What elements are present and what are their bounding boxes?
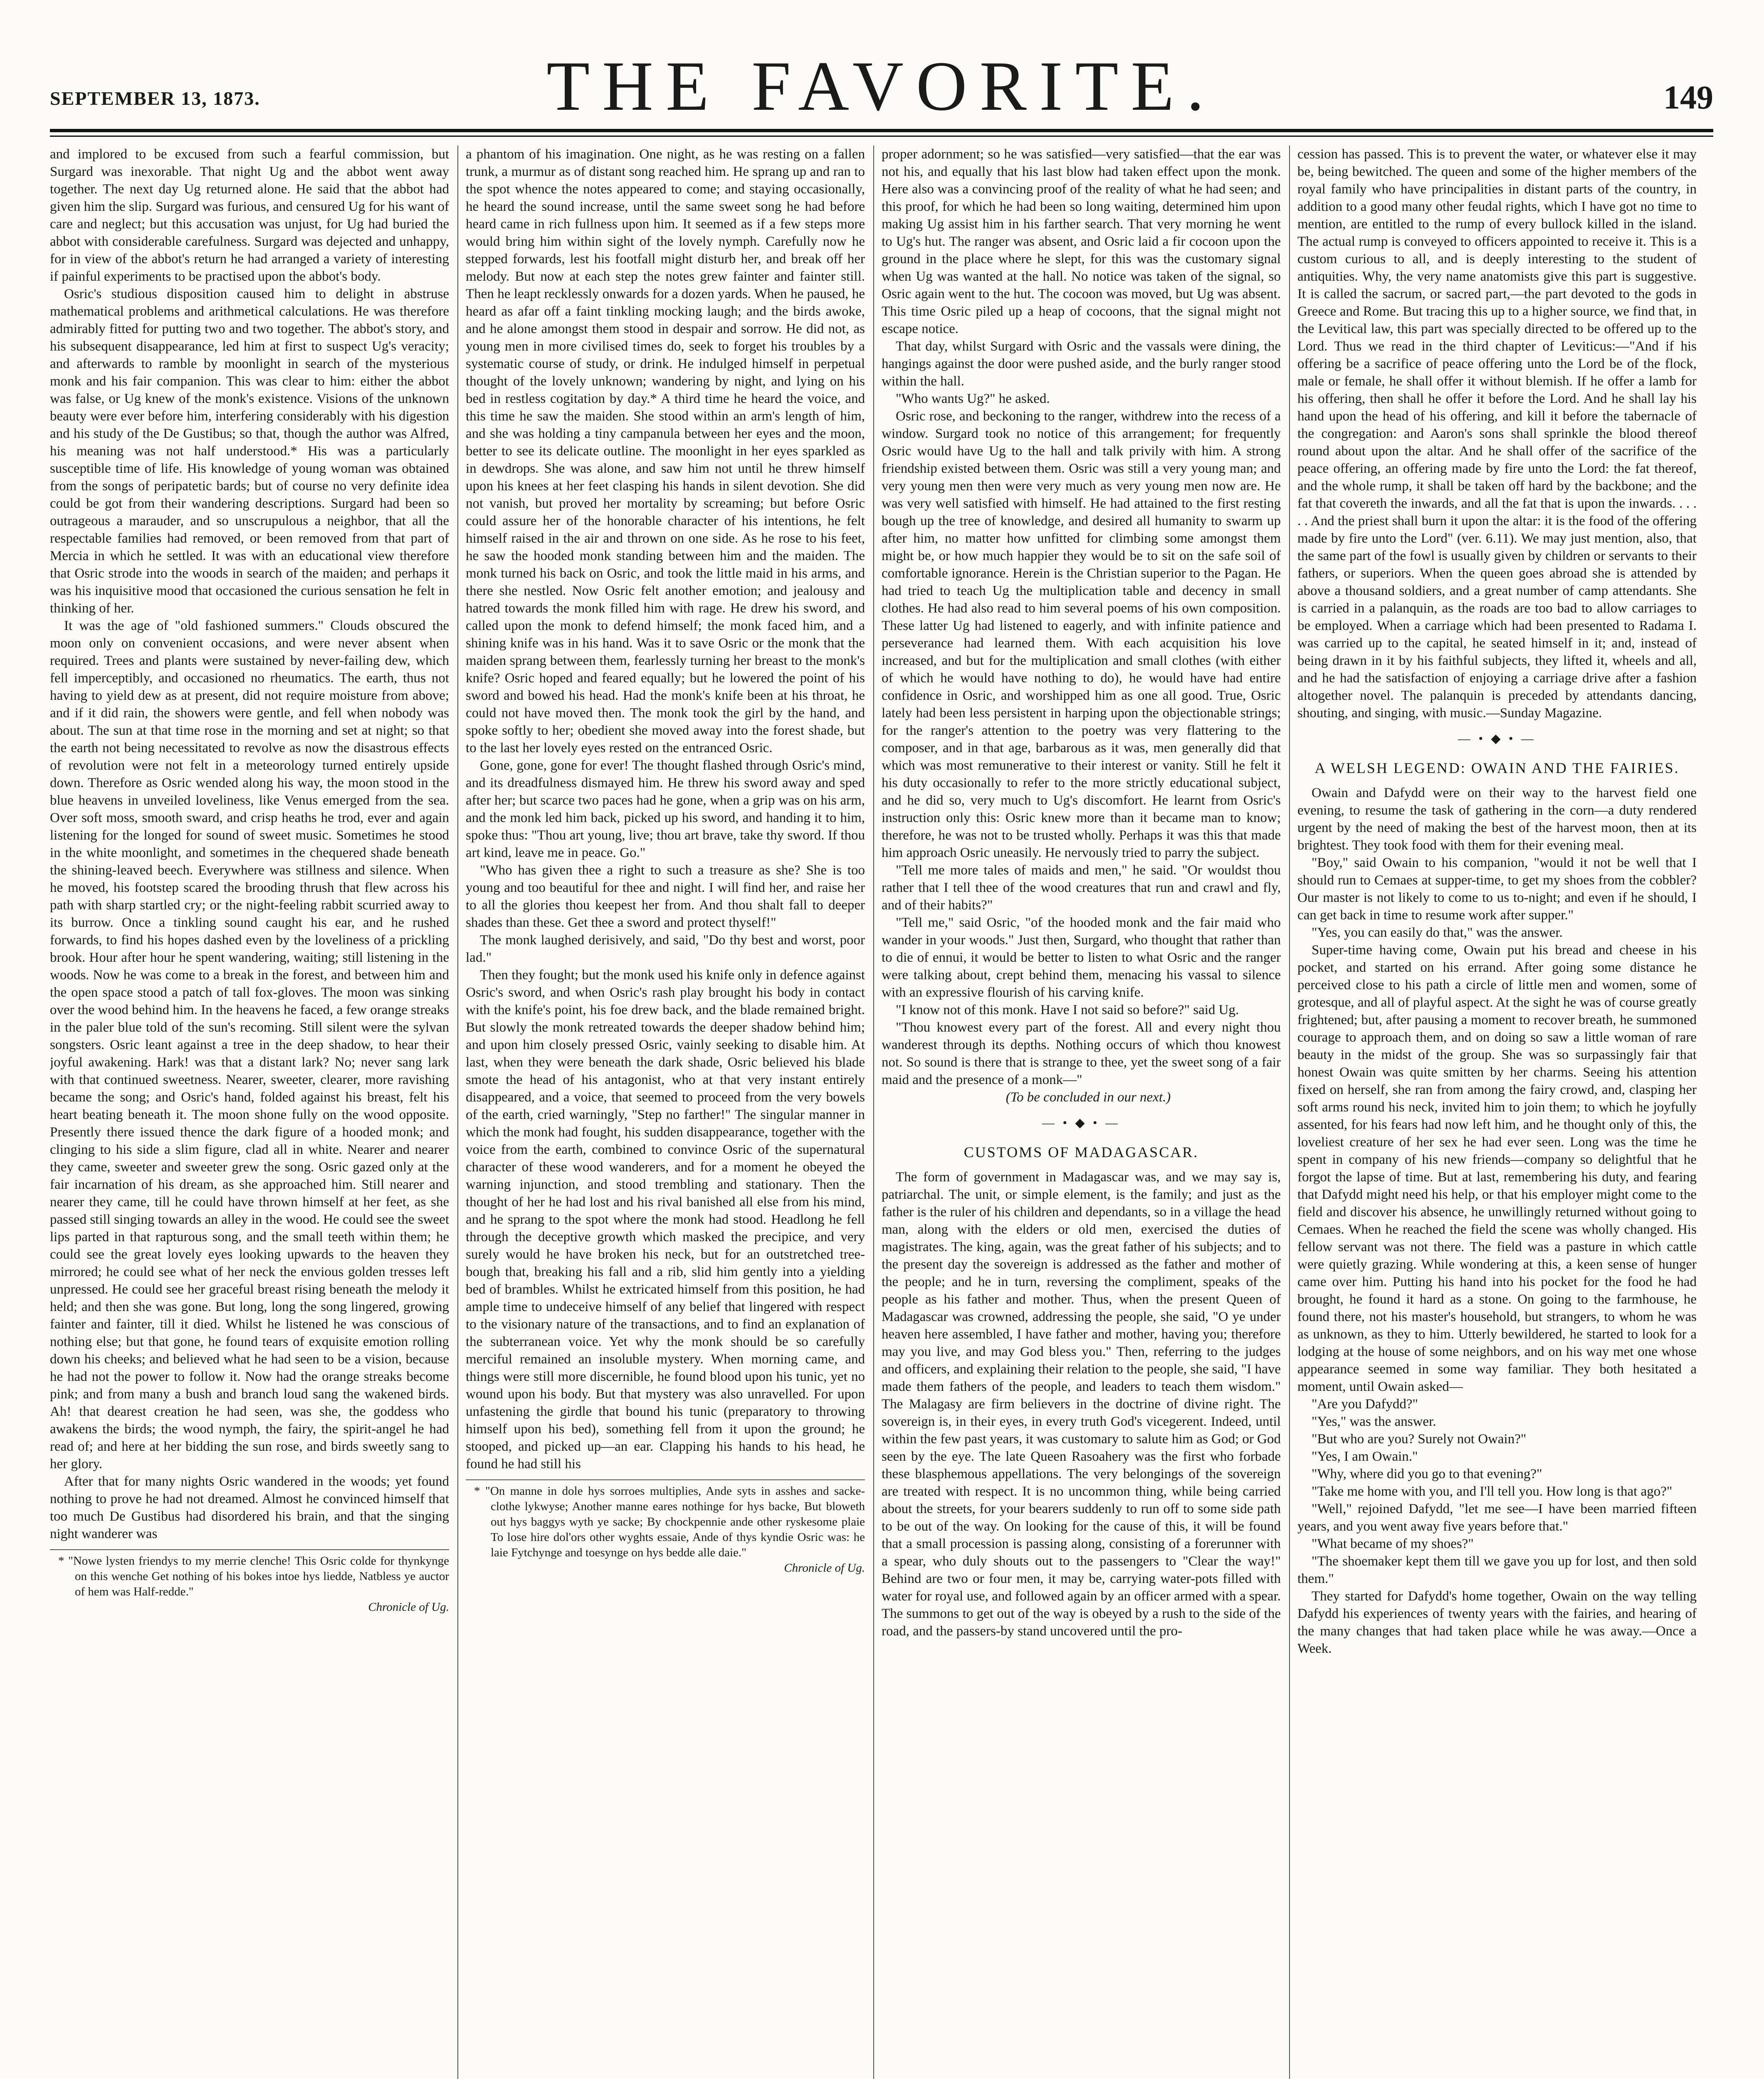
article-heading: A WELSH LEGEND: OWAIN AND THE FAIRIES. — [1314, 760, 1680, 776]
paragraph: Owain and Dafydd were on their way to the harvest field one evening, to resume the task of gathering in the corn—a duty rendered urgent by the need of making the best of the harvest moon, then at its brightest. They took food with them for their evening meal. — [1297, 785, 1697, 853]
paragraph: "Are you Dafydd?" — [1312, 1397, 1418, 1412]
section-ornament: — • ◆ • — — [1458, 732, 1537, 746]
paragraph: "Thou knowest every part of the forest. All and every night thou wanderest through its depths. Nothing occurs of which thou knowest not. So sound is there that is strange to thee, yet the sweet song of a fair maid and the presence of a monk—" — [882, 1020, 1281, 1087]
column-1 — [50, 146, 449, 2079]
paragraph: After that for many nights Osric wandered in the woods; yet found nothing to prove he had not dreamed. Almost he convinced himself that too much De Gustibus had disordered his brain, and that the singing night wanderer was — [50, 1474, 449, 1541]
footnote — [50, 1549, 449, 1615]
paragraph: "Yes, you can easily do that," was the answer. — [1312, 925, 1563, 940]
paragraph: proper adornment; so he was satisfied—very satisfied—that the ear was not his, and equally that his last blow had taken effect upon the monk. Here also was a convincing proof of the reality of what he had seen; and this proof, for which he had been so long waiting, determined him upon making Ug assist him in his farther search. That very morning he went to Ug's hut. The ranger was absent, and Osric laid a fir cocoon upon the ground in the place where he slept, for this was the customary signal when Ug was wanted at the hall. No notice was taken of the signal, so Osric again went to the hut. The cocoon was moved, but Ug was absent. This time Osric piled up a heap of cocoons, that the signal might not escape notice. — [882, 147, 1281, 336]
column-divider — [873, 146, 874, 2079]
paragraph: "Boy," said Owain to his companion, "would it not be well that I should run to Cemaes at supper-time, to get my shoes from the cobbler? Our master is not likely to come to us to-night; and even if he should, I can get back in time to resume work after supper." — [1297, 855, 1697, 923]
paragraph: cession has passed. This is to prevent the water, or whatever else it may be, being bewitched. The queen and some of the higher members of the royal family who have principalities in distant parts of the country, in addition to a good many other feudal rights, which I have got no time to mention, are entitled to the rump of every bullock killed in the island. The actual rump is conveyed to officers appointed to receive it. This is a custom curious to all, and is deeply interesting to the student of antiquities. Why, the very name anatomists give this part is suggestive. It is called the sacrum, or sacred part,—the part devoted to the gods in Greece and Rome. But tracing this up to a higher source, we find that, in the Levitical law, this part was specially directed to be offered up to the Lord. Thus we read in the third chapter of Leviticus:—"And if his offering be a sacrifice of peace offering unto the Lord be of the flock, male or female, he shall offer it without blemish. If he offer a lamb for his offering, then shall he offer it before the Lord. And he shall lay his hand upon the head of his offering, and kill it before the tabernacle of the congregation: and Aaron's sons shall sprinkle the blood thereof round about upon the altar. And he shall offer of the sacrifice of the peace offering, an offering made by fire unto the Lord: the fat thereof, and the whole rump, it shall be taken off hard by the backbone; and the fat that covereth the inwards, and all the fat that is upon the inwards. . . . . . And the priest shall burn it upon the altar: it is the food of the offering made by fire unto the Lord" (ver. 6.11). We may just mention, also, that the same part of the fowl is usually given by children or servants to their fathers, or superiors. When the queen goes abroad she is attended by above a thousand soldiers, and a great number of camp attendants. She is carried in a palanquin, as the roads are too bad to allow carriages to be employed. When a carriage which had been presented to Radama I. was carried up to the capital, he seated himself in it; and, instead of being drawn in it by his faithful subjects, they lifted it, wheels and all, and he had the satisfaction of enjoying a carriage drive after a fashion altogether novel. The palanquin is preceded by attendants dancing, shouting, and singing, with music.—Sunday Magazine. — [1297, 147, 1697, 721]
paragraph: Then they fought; but the monk used his knife only in defence against Osric's sword, and when Osric's rash play brought his body in contact with the knife's point, his foe drew back, and the blade remained bright. But slowly the monk retreated towards the deeper shadow behind him; and upon him closely pressed Osric, vainly seeking to disable him. At last, when they were beneath the dark shade, Osric believed his blade smote the head of his antagonist, who at that very instant entirely disappeared, and a voice, that seemed to proceed from the very bowels of the earth, cried warningly, "Step no farther!" The singular manner in which the monk had fought, his sudden disappearance, together with the voice from the earth, combined to convince Osric of the supernatural character of these wood wanderers, and for a moment he obeyed the warning injunction, and stood trembling and stationary. Then the thought of her he had lost and his rival banished all else from his mind, and he sprang to the spot where the monk had stood. Headlong he fell through the deceptive growth which masked the precipice, and very surely would he have broken his neck, but for an outstretched tree-bough that, breaking his fall and a rib, slid him gently into a yielding bed of brambles. Whilst he extricated himself from this position, he had ample time to undeceive himself of any belief that lingered with respect to the visionary nature of the transactions, and to find an explanation of the subterranean voice. Yet why the monk should be so carefully merciful remained an insoluble mystery. When morning came, and things were still more discernible, he found blood upon his tunic, yet no wound upon his body. But that mystery was also unravelled. For upon unfastening the girdle that bound his tunic (preparatory to throwing himself upon his bed), something fell from it upon the ground; he stooped, and picked up—an ear. Clapping his hands to his head, he found he had still his — [466, 968, 865, 1472]
paragraph: It was the age of "old fashioned summers." Clouds obscured the moon only on convenient occasions, and were never absent when required. Trees and plants were sustained by never-failing dew, which fell imperceptibly, and occasioned no rheumatics. The earth, thus not having to yield dew as at present, did not require moisture from above; and if it did rain, the showers were gentle, and fell when nobody was about. The sun at that time rose in the morning and set at night; so that the earth not being necessitated to revolve as now the disastrous effects of revolution were not felt in a meteorology turned entirely upside down. Therefore as Osric wended along his way, the moon stood in the blue heavens in unveiled loveliness, like Venus emerged from the sea. Over soft moss, smooth sward, and crisp heaths he trod, ever and again listening for the longed for sound of sweet music. Sometimes he stood in the white moonlight, and sometimes in the chequered shade beneath the shining-leaved beech. Everywhere was stillness and silence. When he moved, his footstep scared the brooding thrush that flew across his path with sharp startled cry; or the night-feeling rabbit scurried away to its burrow. Once a tinkling sound caught his ear, and he rushed forwards, to find his hopes dashed even by the loveliness of a prickling brook. Hour after hour he spent wandering, waiting; still listening in the woods. Now he was come to a break in the forest, and between him and the open space stood a patch of tall fox-gloves. The moon was sinking over the wood behind him. In the heavens he faced, a few orange streaks in the paler blue told of the sun's recoming. Still silent were the sylvan songsters. Osric leant against a tree in the deep shadow, to hear their joyful awakening. Hark! was that a distant lark? No; never sang lark with that continued sweetness. Nearer, sweeter, clearer, more ravishing became the song; and Osric's hand, folded against his breast, felt his heart beating beneath it. The moon shone fully on the wood opposite. Presently there issued thence the dark figure of a hooded monk; and clinging to his side a slim figure, clad all in white. Nearer and nearer they came, sweeter and sweeter grew the song. Osric gazed only at the fair incarnation of his dream, as she approached him. Still nearer and nearer they came, till he could have thrown himself at her feet, as she passed still singing towards an alley in the wood. He could see the sweet lips parted in that rapturous song, and the small teeth within them; he could see the great lovely eyes looking upwards to the heaven they mirrored; he could see what of her neck the envious golden tresses left unpressed. He could see her graceful breast rising beneath the melody it held; and then she was gone. But long, long the song lingered, growing fainter and fainter, till it died. Whilst he listened he was conscious of nothing else; but that gone, he found tears of exquisite emotion rolling down his cheeks; and believed what he had seen to be a vision, because he had not the power to follow it. Now had the orange streaks become pink; and from many a bush and branch loud sang the wakened birds. Ah! that dearest creation he had seen, was she, the goddess who awakens the birds; the wood nymph, the fairy, the spirit-angel he had read of; and here at her bidding the sun rose, and birds sweetly sang to her glory. — [50, 618, 449, 1472]
paragraph: "Take me home with you, and I'll tell you. How long is that ago?" — [1312, 1484, 1673, 1499]
footnote-verse: * "On manne in dole hys sorroes multiplies, Ande syts in asshes and sacke-clothe lykwyse; Another manne eares nothinge for hys backe, But bloweth out hys baggys wyth ye sacke; By chockpennie ande other ryskesome plaie To lose hire dol'ors other wyghts essaie, Ande of thys kyndie Osric was: he laie Fytchynge and toesynge on hys bedde alle daie." — [474, 1484, 865, 1559]
footnote-source: Chronicle of Ug. — [368, 1600, 449, 1614]
paragraph: a phantom of his imagination. One night, as he was resting on a fallen trunk, a murmur as of distant song reached him. He sprang up and ran to the spot whence the notes appeared to come; and staying occasionally, he heard the sound increase, until the same sweet song he had before heard came in rich fullness upon him. It seemed as if a few steps more would bring him within sight of the lovely nymph. Carefully now he stepped forwards, lest his footfall might disturb her, and break off her melody. But now at each step the notes grew fainter and fainter still. Then he leapt recklessly onwards for a dozen yards. When he paused, he heard as afar off a faint tinkling mocking laugh; and the birds awoke, and he alone amongst them stood in despair and sorrow. He did not, as young men in more civilised times do, seek to forget his troubles by a systematic course of study, or drink. He indulged himself in perpetual thought of the lovely unknown; wandering by night, and lying on his bed in restless cogitation by day.* A third time he heard the voice, and this time he saw the maiden. She stood within an arm's length of him, and she was holding a tiny campanula between her eyes and the moon, better to see its delicate outline. The moonlight in her eyes sparkled as in dewdrops. She was alone, and saw him not until he threw himself upon his knees at her feet clasping his hands in silent devotion. She did not vanish, but proved her mortality by screaming; but before Osric could assure her of the honorable character of his intentions, he felt himself raised in the air and thrown on one side. As he rose to his feet, he saw the hooded monk standing between him and the maiden. The monk turned his back on Osric, and took the little maid in his arms, and there she nestled. Now Osric felt another emotion; and jealousy and hatred towards the monk filled him with rage. He drew his sword, and called upon the monk to defend himself; the monk faced him, and a shining knife was in his hand. Was it to save Osric or the monk that the maiden sprang between them, fearlessly turning her breast to the monk's knife? Osric hoped and feared equally; but he lowered the point of his sword and bowed his head. Had the monk's knife been at his throat, he could not have moved then. The monk took the girl by the hand, and spoke softly to her; obedient she moved away into the forest shade, but to the last her lovely eyes rested on the entranced Osric. — [466, 147, 865, 756]
issue-date: SEPTEMBER 13, 1873. — [50, 88, 260, 109]
paragraph: "The shoemaker kept them till we gave you up for lost, and then sold them." — [1297, 1554, 1697, 1586]
paragraph: They started for Dafydd's home together, Owain on the way telling Dafydd his experiences of twenty years with the fairies, and hearing of the many changes that had taken place while he was away.—Once a Week. — [1297, 1589, 1697, 1656]
column-2 — [466, 146, 865, 2079]
paragraph: The form of government in Madagascar was, and we may say is, patriarchal. The unit, or simple element, is the family; and just as the father is the ruler of his children and dependants, so in a village the head man, along with the elders or old men, exercised the duties of magistrates. The king, again, was the great father of his subjects; and to the present day the sovereign is addressed as the father and mother of the people; and he in turn, reversing the compliment, speaks of the people as his father and mother. Thus, when the present Queen of Madagascar was crowned, addressing the people, she said, "O ye under heaven here assembled, I have father and mother, having you; therefore may you live, and may God bless you." Then, referring to the judges and officers, and explaining their relation to the people, she said, "I have made them fathers of the people, and leaders to teach them wisdom." The Malagasy are firm believers in the doctrine of divine right. The sovereign is, in their eyes, in every truth God's vicegerent. Indeed, until within the few past years, it was customary to salute him as God; or God seen by the eye. The late Queen Rasoahery was the first who forbade these blasphemous appellations. The very belongings of the sovereign are treated with respect. It is no uncommon thing, while being carried about the streets, for your bearers suddenly to run off to some side path to be out of the way. On looking for the cause of this, it will be found that a small procession is passing along, consisting of a forerunner with a spear, who duly shouts out to the passengers to "Clear the way!" Behind are two or four men, it may be, carrying water-pots filled with water for royal use, and followed again by an officer armed with a spear. The summons to get out of the way is obeyed by a rush to the side of the road, and the passers-by stand uncovered until the pro- — [882, 1170, 1281, 1639]
paragraph: The monk laughed derisively, and said, "Do thy best and worst, poor lad." — [466, 933, 865, 965]
footnote-source: Chronicle of Ug. — [784, 1561, 865, 1575]
column-divider — [457, 146, 458, 2079]
section-ornament: — • ◆ • — — [1042, 1116, 1121, 1130]
footnote — [466, 1479, 865, 1576]
column-3 — [882, 146, 1281, 2079]
paragraph: and implored to be excused from such a fearful commission, but Surgard was inexorable. That night Ug and the abbot went away together. The next day Ug returned alone. He said that the abbot had given him the slip. Surgard was furious, and censured Ug for his want of care and neglect; but this accusation was unjust, for Ug had buried the abbot with considerable carefulness. Surgard was dejected and unhappy, for in view of the abbot's return he had arranged a variety of interesting if painful experiments to be practised upon the abbot's body. — [50, 147, 449, 284]
paragraph: Osric rose, and beckoning to the ranger, withdrew into the recess of a window. Surgard took no notice of this arrangement; for frequently Osric would have Ug to the hall and talk privily with him. A strong friendship existed between them. Osric was still a very young man; and very young men then were very much as very young men now are. He was very well satisfied with himself. He had attained to the first resting bough up the tree of knowledge, and desired all humanity to swarm up after him, no matter how unfitted for climbing some amongst them might be, or how much happier they would be to sit on the safe soil of comfortable ignorance. Herein is the Christian superior to the Pagan. He had tried to teach Ug the multiplication table and decency in small clothes. He had also read to him several poems of his own composition. These latter Ug had listened to eagerly, and with infinite patience and perseverance had learned them. With each acquisition his love increased, and but for the multiplication and small clothes (with either of which he would have nothing to do), he would have had entire confidence in Osric, and worshipped him as one all good. True, Osric lately had been less persistent in harping upon the objectionable strings; for the ranger's attention to the poetry was very flattering to the composer, and in that age, barbarous as it was, men generally did that which was most remunerative to their interest or vanity. Still he felt it his duty occasionally to refer to the more strictly educational subject, and he did so, very much to Ug's discomfort. He learnt from Osric's instruction only this: Osric knew more than it became man to know; therefore, he was not to be trusted wholly. Perhaps it was this that made him approach Osric uneasily. He nervously tried to parry the subject. — [882, 409, 1281, 860]
paragraph: "Tell me," said Osric, "of the hooded monk and the fair maid who wander in your woods." Just then, Surgard, who thought that rather than to die of ennui, it would be better to listen to what Osric and the ranger were talking about, crept behind them, menacing his vassal to silence with an expressive flourish of his carving knife. — [882, 915, 1281, 1000]
column-4 — [1297, 146, 1697, 2079]
newspaper-title: THE FAVORITE. — [546, 47, 1217, 125]
column-divider — [1289, 146, 1290, 2079]
continuation-note: (To be concluded in our next.) — [1006, 1090, 1171, 1105]
paragraph: "I know not of this monk. Have I not said so before?" said Ug. — [896, 1002, 1239, 1017]
paragraph: "Well," rejoined Dafydd, "let me see—I have been married fifteen years, and you went away five years before that." — [1297, 1501, 1697, 1534]
paragraph: Osric's studious disposition caused him to delight in abstruse mathematical problems and arithmetical calculations. He was therefore admirably fitted for putting two and two together. The abbot's story, and his subsequent disappearance, led him at first to suspect Ug's veracity; and afterwards to ramble by moonlight in search of the mysterious monk and his fair companion. This was clear to him: either the abbot was false, or Ug knew of the monk's existence. Visions of the unknown beauty were ever before him, interfering considerably with his digestion and his study of the De Gustibus; so that, though the author was Alfred, his meaning was not half understood.* His was a particularly susceptible time of life. His knowledge of young woman was obtained from the songs of peripatetic bards; but of course no very definite idea could be got from their wandering descriptions. Surgard had been so outrageous a marauder, and so unscrupulous a neighbor, that all the respectable families had removed, or been removed from that part of Mercia in which he settled. It was with an educational view therefore that Osric strode into the woods in search of the maiden; and perhaps it was his inquisitive mood that occasioned the curious sensation he felt in thinking of her. — [50, 286, 449, 616]
paragraph: "Yes, I am Owain." — [1312, 1449, 1418, 1464]
paragraph: "Who wants Ug?" he asked. — [896, 391, 1050, 406]
paragraph: Super-time having come, Owain put his bread and cheese in his pocket, and started on his errand. After going some distance he perceived close to his path a circle of little men and women, some of grotesque, and all of playful aspect. At the sight he was of course greatly frightened; but, after pausing a moment to recover breath, he summoned courage to approach them, and on doing so saw a little woman of rare beauty in the midst of the group. She was so surpassingly fair that honest Owain was quite smitten by her charms. Seeing his attention fixed on herself, she ran from among the fairy crowd, and, clasping her soft arms round his neck, invited him to join them; to which he joyfully assented, for his fears had now left him, and he thought only of this, the loveliest creature of her sex he had ever seen. Long was the time he spent in company of his new friends—company so delightful that he forgot the lapse of time. But at last, remembering his duty, and fearing that Dafydd might need his help, or that his employer might come to the field and discover his absence, he unwillingly returned without going to Cemaes. When he reached the field the scene was wholly changed. His fellow servant was not there. The field was a pasture in which cattle were quietly grazing. While wondering at this, a keen sense of hunger came over him. Putting his hand into his pocket for the food he had brought, he found it hard as a stone. On going to the farmhouse, he found there, not his master's household, but strangers, to whom he was as unknown, as they to him. Utterly bewildered, he started to look for a lodging at the house of some neighbors, and on his way met one whose appearance seemed in some way familiar. They both hesitated a moment, until Owain asked— — [1297, 943, 1697, 1394]
paragraph: That day, whilst Surgard with Osric and the vassals were dining, the hangings against the door were pushed aside, and the burly ranger stood within the hall. — [882, 339, 1281, 389]
paragraph: "Who has given thee a right to such a treasure as she? She is too young and too beautiful for thee and night. I will find her, and raise her to all the glories thou keepest her from. And thou shalt fall to deeper shades than these. Get thee a sword and protect thyself!" — [466, 863, 865, 930]
paragraph: "Yes," was the answer. — [1312, 1414, 1436, 1429]
paragraph: "But who are you? Surely not Owain?" — [1312, 1432, 1527, 1447]
paragraph: Gone, gone, gone for ever! The thought flashed through Osric's mind, and its dreadfulness dismayed him. He threw his sword away and sped after her; but scarce two paces had he gone, when a grip was on his arm, and the monk led him back, picked up his sword, and handing it to him, spoke thus: "Thou art young, live; thou art brave, take thy sword. If thou art kind, leave me in peace. Go." — [466, 758, 865, 860]
masthead-rule-thin — [50, 136, 1713, 137]
masthead — [50, 17, 1713, 125]
paragraph: "Tell me more tales of maids and men," he said. "Or wouldst thou rather that I tell thee of the wood creatures that run and crawl and fly, and of their habits?" — [882, 863, 1281, 913]
paragraph: "Why, where did you go to that evening?" — [1312, 1467, 1542, 1481]
footnote-verse: * "Nowe lysten friendys to my merrie clenche! This Osric colde for thynkynge on this wenche Get nothing of his bokes intoe hys liedde, Natbless ye auctor of hem was Half-redde." — [58, 1554, 449, 1598]
article-heading: CUSTOMS OF MADAGASCAR. — [964, 1144, 1199, 1160]
masthead-rule — [50, 129, 1713, 132]
paragraph: "What became of my shoes?" — [1312, 1536, 1474, 1551]
page-number: 149 — [1663, 79, 1713, 116]
